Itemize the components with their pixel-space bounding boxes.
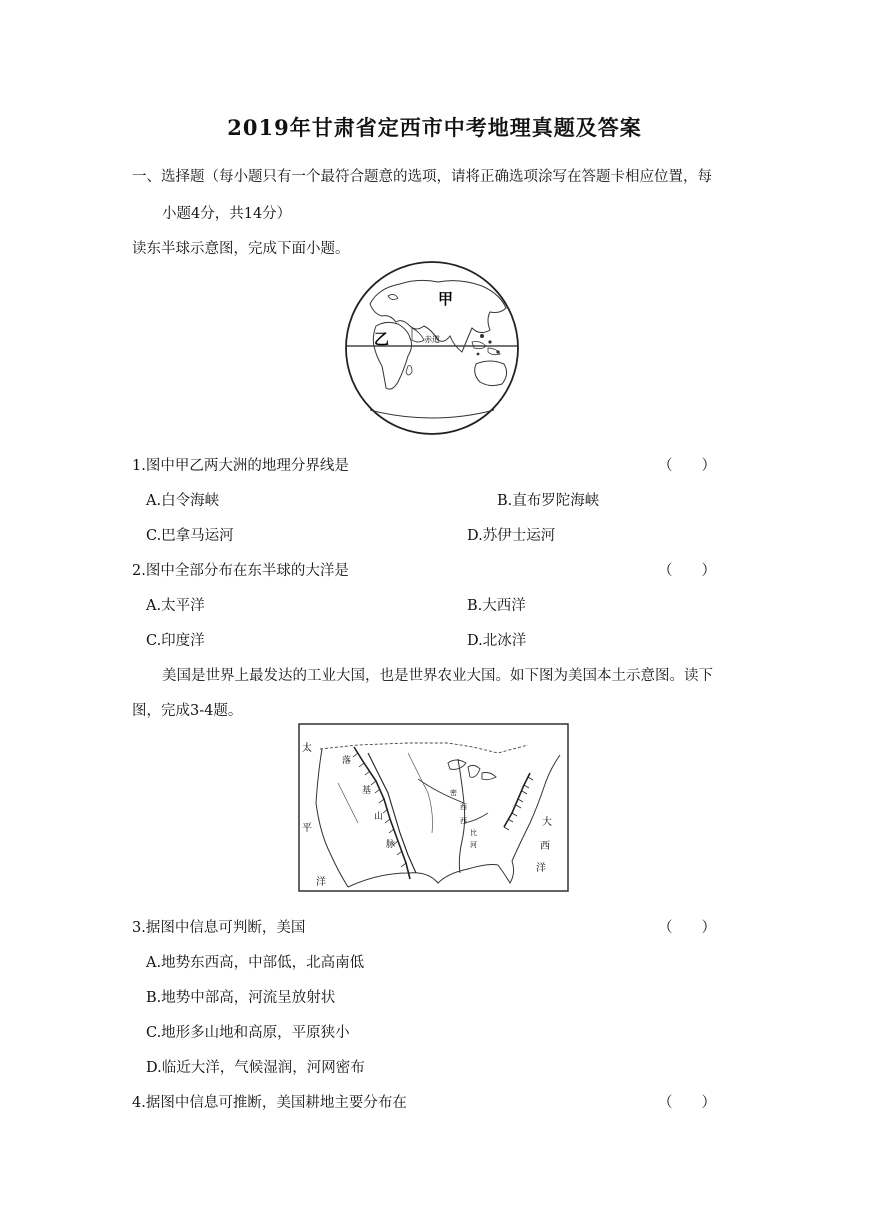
q3-option-d: D.临近大洋，气候湿润，河网密布 bbox=[146, 1060, 365, 1076]
q2-option-b: B.大西洋 bbox=[467, 598, 526, 614]
section-heading-line1: 一、选择题（每小题只有一个最符合题意的选项，请将正确选项涂写在答题卡相应位置，每 bbox=[132, 169, 712, 185]
q3-option-b: B.地势中部高，河流呈放射状 bbox=[146, 990, 336, 1006]
q2-stem: 2.图中全部分布在东半球的大洋是 bbox=[132, 563, 349, 579]
label-mai: 脉 bbox=[386, 840, 396, 850]
label-bi: 比 bbox=[470, 829, 477, 837]
q1-option-a: A.白令海峡 bbox=[146, 493, 220, 509]
usa-svg bbox=[298, 723, 570, 893]
q3-option-c: C.地形多山地和高原，平原狭小 bbox=[146, 1025, 350, 1041]
label-xi3: 西 bbox=[460, 817, 467, 825]
q3-option-a: A.地势东西高，中部低，北高南低 bbox=[146, 955, 365, 971]
q2-option-c: C.印度洋 bbox=[146, 633, 205, 649]
label-he: 河 bbox=[470, 841, 477, 849]
label-tai: 太 bbox=[302, 743, 312, 754]
q1-option-d: D.苏伊士运河 bbox=[467, 528, 556, 544]
intro-usa-line1: 美国是世界上最发达的工业大国，也是世界农业大国。如下图为美国本土示意图。读下 bbox=[162, 668, 713, 684]
label-yang-right: 洋 bbox=[536, 863, 546, 874]
q1-option-b: B.直布罗陀海峡 bbox=[497, 493, 600, 509]
eastern-hemisphere-map bbox=[340, 256, 525, 441]
label-shan: 山 bbox=[374, 812, 384, 822]
label-xi2: 西 bbox=[460, 803, 467, 811]
label-yang-left: 洋 bbox=[316, 877, 326, 888]
intro-eastern-hemisphere: 读东半球示意图，完成下面小题。 bbox=[132, 241, 350, 257]
q3-answer-blank: （ ） bbox=[658, 920, 716, 936]
label-equator: 赤道 bbox=[424, 335, 440, 344]
section-heading-line2: 小题4分，共14分） bbox=[162, 206, 292, 222]
intro-usa-line2: 图，完成3-4题。 bbox=[132, 703, 243, 719]
label-mi: 密 bbox=[450, 789, 457, 797]
q4-stem: 4.据图中信息可推断，美国耕地主要分布在 bbox=[132, 1095, 407, 1111]
hemisphere-svg bbox=[340, 256, 525, 441]
q2-answer-blank: （ ） bbox=[658, 563, 716, 579]
q1-stem: 1.图中甲乙两大洲的地理分界线是 bbox=[132, 458, 349, 474]
q3-stem: 3.据图中信息可判断，美国 bbox=[132, 920, 306, 936]
page-title: 2019年甘肃省定西市中考地理真题及答案 bbox=[227, 115, 642, 140]
q4-answer-blank: （ ） bbox=[658, 1095, 716, 1111]
q2-option-a: A.太平洋 bbox=[146, 598, 205, 614]
label-yi: 乙 bbox=[374, 330, 390, 348]
label-xi: 西 bbox=[540, 841, 550, 852]
q1-option-c: C.巴拿马运河 bbox=[146, 528, 234, 544]
label-jia: 甲 bbox=[438, 290, 454, 308]
usa-map bbox=[298, 723, 570, 893]
label-luo: 落 bbox=[342, 756, 352, 766]
label-ji: 基 bbox=[362, 786, 372, 796]
q2-option-d: D.北冰洋 bbox=[467, 633, 527, 649]
q1-answer-blank: （ ） bbox=[658, 458, 716, 474]
label-da: 大 bbox=[542, 817, 552, 828]
label-ping: 平 bbox=[302, 823, 312, 834]
